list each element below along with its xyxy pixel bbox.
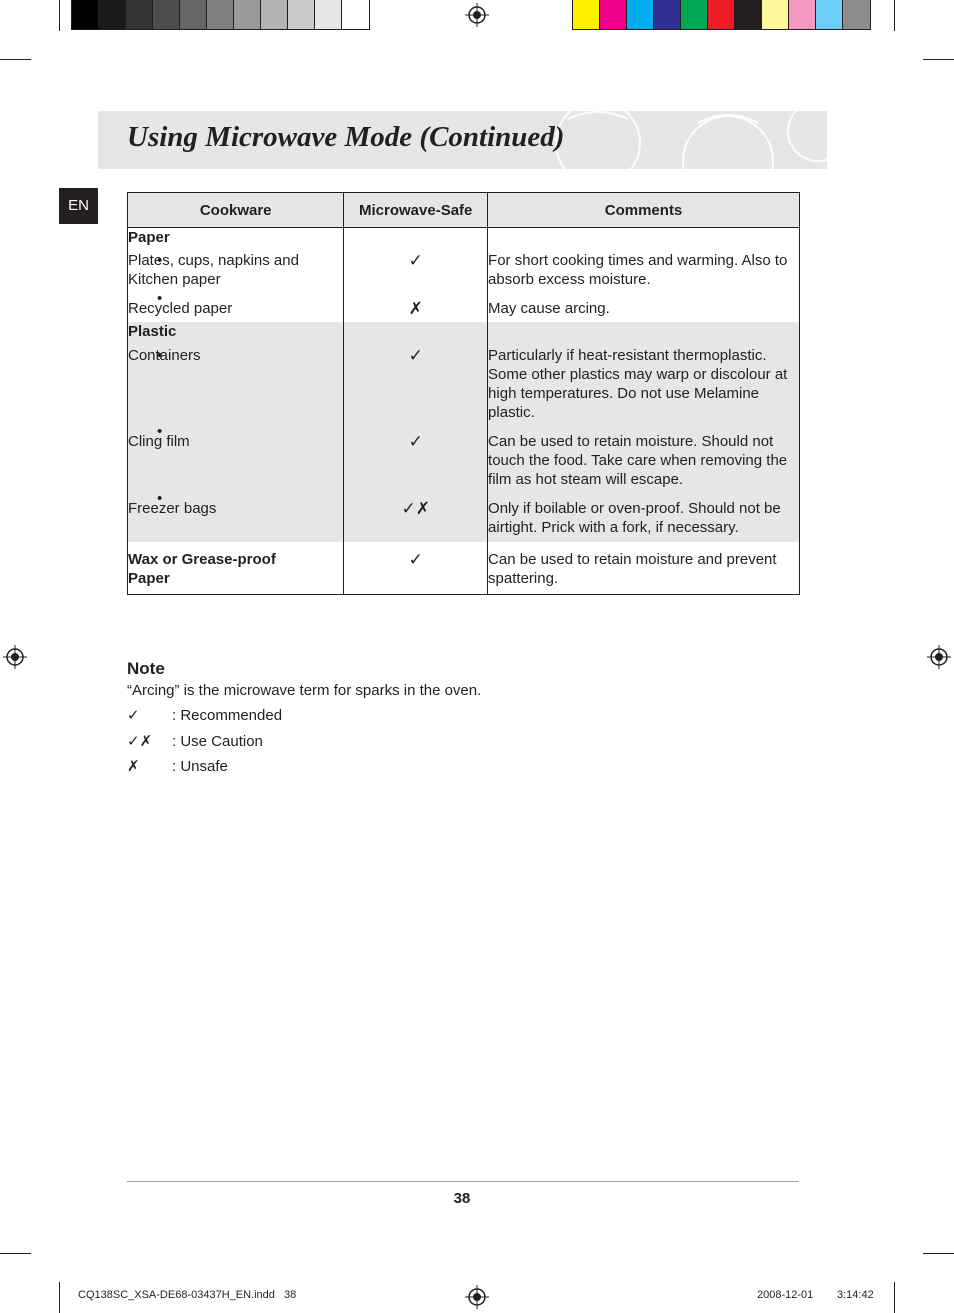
legend-item [127,732,263,750]
color-swatch [843,0,870,29]
crop-mark [923,1253,954,1254]
registration-mark-icon [927,645,951,669]
legend-symbol: ✓✗ [127,733,153,750]
color-swatch [789,0,816,29]
legend-meaning: : Recommended [172,707,283,724]
crop-mark [0,59,31,60]
color-swatch [261,0,288,29]
color-swatch [816,0,843,29]
column-header: Comments [488,193,800,228]
safety-mark: ✓ [344,542,488,595]
item-name: • Plates, cups, napkins and Kitchen paper [128,251,344,289]
note-text: “Arcing” is the microwave term for sparks in the oven. [127,682,482,699]
registration-mark-icon [465,3,489,27]
item-comment: Can be used to retain moisture. Should not touch the food. Take care when removing the film as hot steam will escape. [488,422,800,489]
table-row [128,228,800,252]
color-swatch [600,0,627,29]
table-row [128,422,800,489]
color-swatch [99,0,126,29]
color-swatch [315,0,342,29]
table-row [128,542,800,595]
color-swatch [627,0,654,29]
table-row [128,322,800,346]
color-swatch [681,0,708,29]
safety-mark: ✓ [344,422,488,489]
cookware-table [127,192,800,595]
safety-mark: ✓✗ [344,489,488,542]
item-comment: Can be used to retain moisture and prevent spattering. [488,542,800,595]
safety-mark: ✓ [344,251,488,289]
section-header [98,111,827,169]
legend-item [127,757,228,775]
item-comment: For short cooking times and warming. Also to absorb excess moisture. [488,251,800,289]
footer-rule [127,1181,799,1182]
table-row [128,489,800,542]
safety-mark: ✗ [344,289,488,322]
color-swatch [207,0,234,29]
crop-mark [0,1253,31,1254]
legend-item [127,706,282,724]
registration-mark-icon [3,645,27,669]
color-swatch [573,0,600,29]
color-swatch [342,0,369,29]
crop-mark [894,0,895,31]
color-swatch [654,0,681,29]
item-name: • Recycled paper [128,289,344,322]
page-number: 38 [453,1190,471,1207]
color-swatch [708,0,735,29]
page-title: Using Microwave Mode (Continued) [127,121,565,153]
color-swatch [234,0,261,29]
column-header: Microwave-Safe [344,193,488,228]
note-title: Note [127,659,165,678]
footer-filename: CQ138SC_XSA-DE68-03437H_EN.indd 38 [78,1289,297,1301]
item-name: • Freezer bags [128,489,344,542]
category-label: Plastic [128,322,344,346]
legend-symbol: ✗ [127,758,140,775]
footer-date: 2008-12-01 [757,1289,814,1301]
safety-mark: ✓ [344,346,488,422]
crop-mark [923,59,954,60]
color-swatch [735,0,762,29]
color-swatch [126,0,153,29]
crop-mark [59,0,60,31]
item-comment: Particularly if heat-resistant thermoplastic. Some other plastics may warp or discolour at high temperatures. Do not use Melamine plastic. [488,346,800,422]
category-label: Paper [128,228,344,252]
item-comment: Only if boilable or oven-proof. Should not be airtight. Prick with a fork, if necessary. [488,489,800,542]
legend-meaning: : Use Caution [172,733,263,750]
crop-mark [894,1282,895,1313]
crop-mark [59,1282,60,1313]
color-swatch [762,0,789,29]
table-row [128,289,800,322]
category-label: Wax or Grease-proof Paper [128,542,344,595]
color-swatch [72,0,99,29]
color-swatch [180,0,207,29]
column-header: Cookware [128,193,344,228]
legend-meaning: : Unsafe [172,758,228,775]
language-tab: EN [59,188,98,224]
color-swatch [153,0,180,29]
registration-mark-icon [465,1285,489,1309]
color-swatch [288,0,315,29]
table-row [128,251,800,289]
grayscale-bar [71,0,370,30]
footer-time: 3:14:42 [837,1289,874,1301]
item-name: • Cling film [128,422,344,489]
item-name: • Containers [128,346,344,422]
legend-symbol: ✓ [127,707,140,724]
color-bar [572,0,871,30]
table-row [128,346,800,422]
item-comment: May cause arcing. [488,289,800,322]
